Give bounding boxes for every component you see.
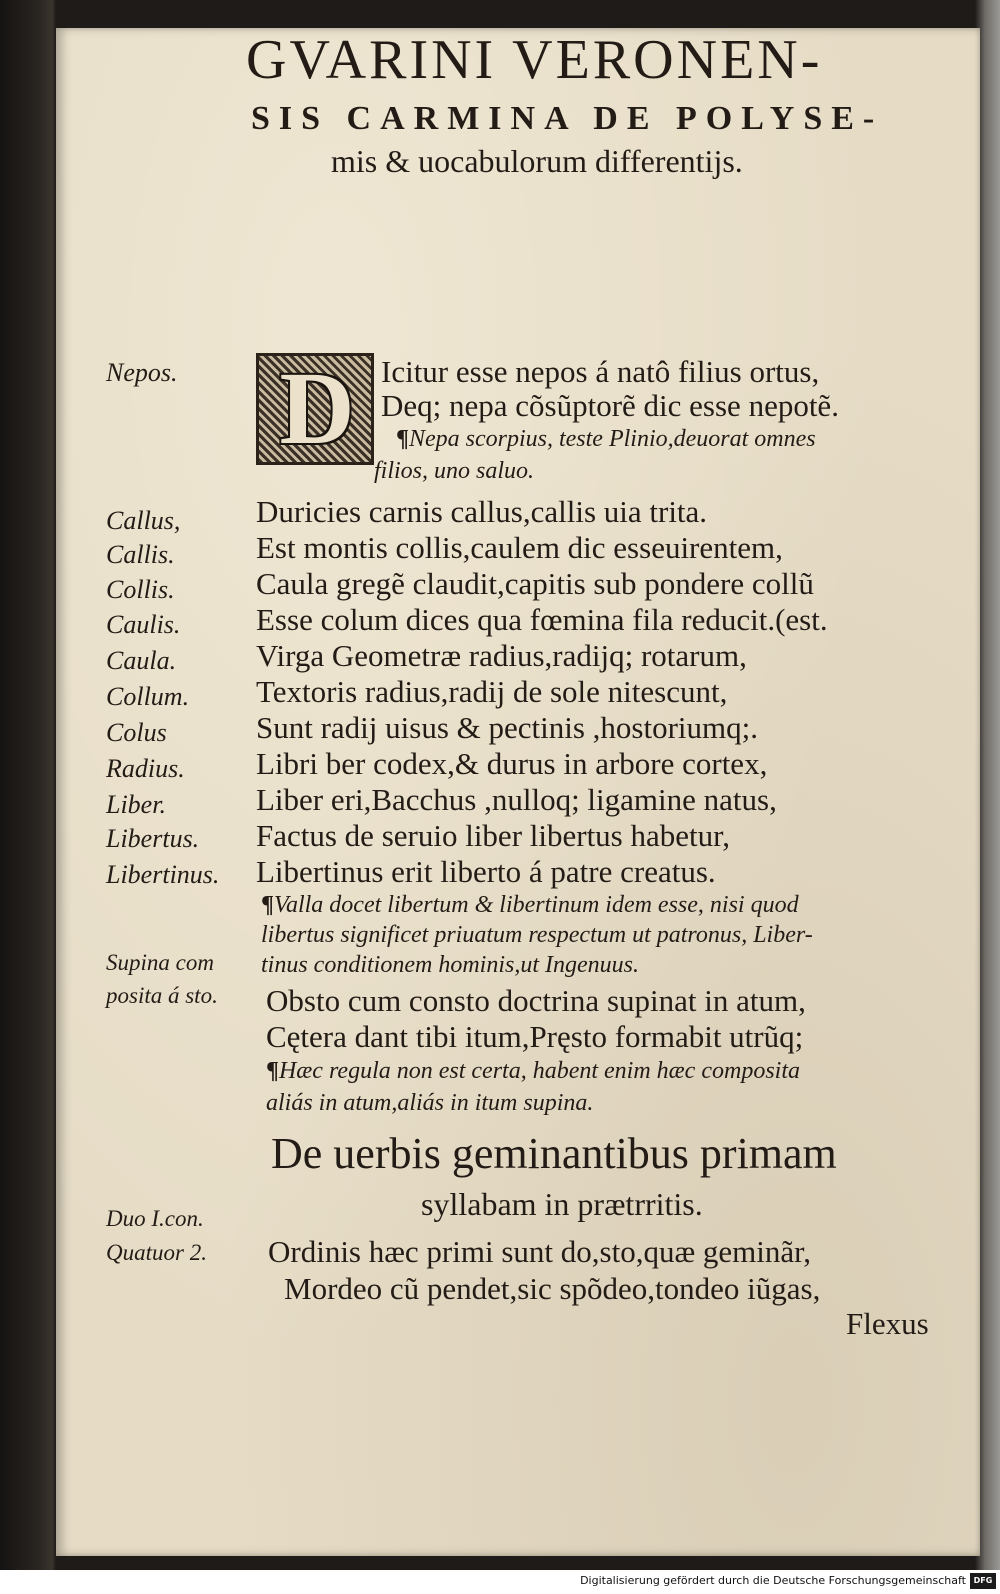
verse-line: Mordeo cũ pendet,sic spõdeo,tondeo iũgas, [284,1271,821,1306]
margin-note: Nepos. [106,358,178,387]
margin-note: posita á sto. [106,983,218,1008]
pilcrow-icon: ¶ [396,426,409,452]
pilcrow-icon: ¶ [261,892,274,918]
margin-note: Quatuor 2. [106,1240,207,1265]
commentary-note: filios, uno saluo. [374,458,535,484]
footer-credit: Digitalisierung gefördert durch die Deutsche Forschungsgemeinschaft [580,1574,966,1587]
verse-line: Duricies carnis callus,callis uia trita. [256,494,708,529]
verse-line: Obsto cum consto doctrina supinat in atum, [266,983,806,1018]
margin-note: Duo I.con. [106,1206,204,1231]
decorated-initial [256,353,374,465]
verse-line: Caula gregẽ claudit,capitis sub pondere collũ [256,566,814,601]
initial-letter: D [279,351,355,466]
verse-line: Virga Geometræ radius,radijq; rotarum, [256,638,747,673]
commentary-note: ¶Hæc regula non est certa, habent enim hæc composita [266,1058,800,1084]
margin-note: Libertus. [106,824,200,853]
verse-line: Deq; nepa cõsũptorẽ dic esse nepotẽ. [381,388,839,423]
pilcrow-icon: ¶ [266,1058,279,1084]
margin-note: Collum. [106,682,190,711]
margin-note: Libertinus. [106,860,220,889]
verse-line: Esse colum dices qua fœmina fila reducit.(est. [256,602,828,637]
dfg-logo: DFG [970,1573,996,1589]
verse-line: Sunt radij uisus & pectinis ,hostoriumq;. [256,710,759,745]
section-subheading: syllabam in prætrritis. [421,1186,703,1222]
margin-note: Liber. [106,790,166,819]
verse-line: Est montis collis,caulem dic esseuirentem, [256,530,783,565]
commentary-note: libertus significet priuatum respectum ut patronus, Liber- [261,922,813,948]
title-line-1: GVARINI VERONEN- [246,29,823,91]
section-heading: De uerbis geminantibus primam [271,1129,837,1178]
title-line-3: mis & uocabulorum differentijs. [331,143,743,179]
commentary-note: ¶Valla docet libertum & libertinum idem esse, nisi quod [261,892,799,918]
verse-line: Ordinis hæc primi sunt do,sto,quæ geminãr, [268,1234,811,1269]
margin-note: Callus, [106,506,181,535]
margin-note: Supina com [106,950,214,975]
verse-line: Textoris radius,radij de sole nitescunt, [256,674,728,709]
margin-note: Caulis. [106,610,181,639]
title-line-2: SIS CARMINA DE POLYSE- [251,100,884,137]
verse-line: Factus de seruio liber libertus habetur, [256,818,730,853]
commentary-note: ¶Nepa scorpius, teste Plinio,deuorat omnes [396,426,816,452]
verse-line: Icitur esse nepos á natô filius ortus, [381,354,820,389]
verse-line: Liber eri,Bacchus ,nulloq; ligamine natus, [256,782,777,817]
catchword: Flexus [846,1306,929,1341]
verse-line: Cętera dant tibi itum,Pręsto formabit utrũq; [266,1019,804,1054]
footer-bar [0,1570,1000,1594]
commentary-note: tinus conditionem hominis,ut Ingenuus. [261,952,639,978]
margin-note: Radius. [106,754,185,783]
book-page [56,28,980,1556]
verse-line: Libri ber codex,& durus in arbore cortex, [256,746,768,781]
margin-note: Caula. [106,646,177,675]
commentary-note: aliás in atum,aliás in itum supina. [266,1090,594,1116]
verse-line: Libertinus erit liberto á patre creatus. [256,854,716,889]
margin-note: Colus [106,718,167,747]
margin-note: Collis. [106,575,175,604]
margin-note: Callis. [106,540,175,569]
